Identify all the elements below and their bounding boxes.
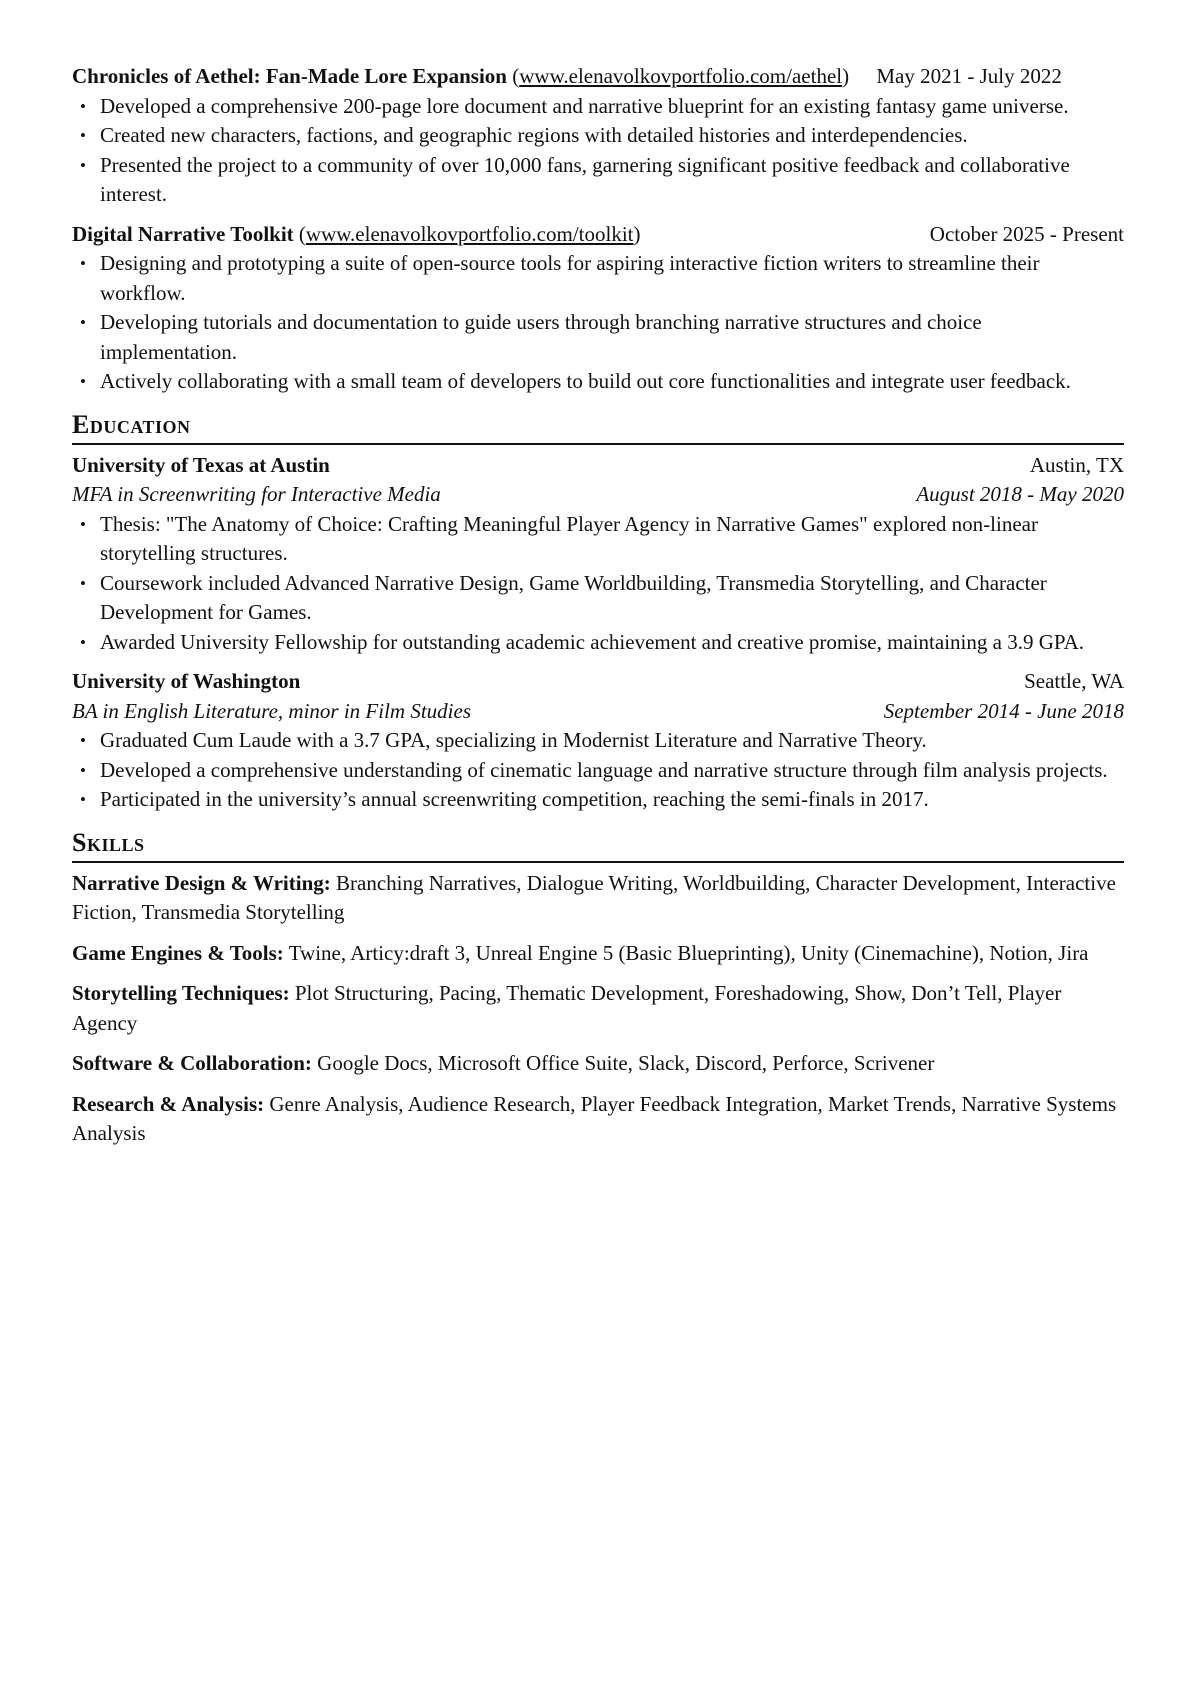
- bullet-item: • Developed a comprehensive understanding of cinematic language and narrative structure through film analysis projects.: [72, 756, 1124, 786]
- degree-line: [72, 480, 1124, 510]
- skill-label: Software & Collaboration:: [72, 1051, 312, 1075]
- skill-text: Google Docs, Microsoft Office Suite, Slack, Discord, Perforce, Scrivener: [317, 1051, 935, 1075]
- degree-name: BA in English Literature, minor in Film Studies: [72, 698, 471, 723]
- skill-text: Twine, Articy:draft 3, Unreal Engine 5 (Basic Blueprinting), Unity (Cinemachine), Notion, Jira: [288, 940, 1089, 965]
- school-location: Seattle, WA: [1024, 669, 1124, 693]
- project-entry: [72, 220, 1124, 397]
- degree-dates: September 2014 - June 2018: [883, 698, 1124, 723]
- skill-text: Genre Analysis, Audience Research, Player Feedback Integration, Market Trends, Narrative Systems Analysis: [72, 1091, 1117, 1145]
- skill-text: Plot Structuring, Pacing, Thematic Development, Foreshadowing, Show, Don’t Tell, Player Agency: [72, 981, 1062, 1035]
- skill-line: [72, 1090, 1124, 1149]
- skills-heading: Skills: [72, 827, 1124, 863]
- project-bullets: [72, 249, 1124, 397]
- project-header: Chronicles of Aethel: Fan-Made Lore Expansion (www.elenavolkovportfolio.com/aethel) May 2021 - July 2022: [72, 64, 1062, 88]
- skill-label: Storytelling Techniques:: [72, 981, 290, 1005]
- bullet-item: • Participated in the university’s annual screenwriting competition, reaching the semi-finals in 2017.: [72, 785, 1124, 815]
- skill-label: Game Engines & Tools:: [72, 940, 284, 965]
- skill-line: [72, 939, 1124, 969]
- bullet-item: • Presented the project to a community of over 10,000 fans, garnering significant positive feedback and collaborative interest.: [72, 151, 1124, 210]
- education-header: [72, 451, 1124, 481]
- bullet-item: • Awarded University Fellowship for outstanding academic achievement and creative promise, maintaining a 3.9 GPA.: [72, 628, 1124, 658]
- bullet-item: • Designing and prototyping a suite of open-source tools for aspiring interactive fiction writers to streamline their workflow.: [72, 249, 1124, 308]
- project-header: [72, 220, 1124, 250]
- school-name: University of Texas at Austin: [72, 452, 330, 477]
- degree-dates: August 2018 - May 2020: [916, 482, 1124, 506]
- education-bullets: [72, 726, 1124, 815]
- resume-page: [72, 62, 1124, 1160]
- bullet-item: • Developing tutorials and documentation to guide users through branching narrative structures and choice implementation.: [72, 308, 1124, 367]
- project-title-group: Digital Narrative Toolkit (www.elenavolkovportfolio.com/toolkit): [72, 221, 641, 246]
- project-dates: May 2021 - July 2022: [876, 64, 1062, 88]
- skill-label: Research & Analysis:: [72, 1091, 265, 1116]
- school-name: University of Washington: [72, 669, 301, 693]
- education-entry: [72, 451, 1124, 658]
- skill-line: [72, 869, 1124, 928]
- education-entry: [72, 667, 1124, 815]
- project-entry: [72, 62, 1124, 210]
- bullet-item: • Coursework included Advanced Narrative Design, Game Worldbuilding, Transmedia Storytelling, and Character Development for Games.: [72, 569, 1124, 628]
- project-link[interactable]: www.elenavolkovportfolio.com/toolkit: [305, 221, 634, 246]
- education-header: [72, 667, 1124, 697]
- education-bullets: [72, 510, 1124, 658]
- project-dates: October 2025 - Present: [929, 221, 1124, 246]
- skill-line: [72, 979, 1124, 1038]
- project-bullets: [72, 92, 1124, 210]
- degree-line: [72, 697, 1124, 727]
- degree-name: MFA in Screenwriting for Interactive Media: [72, 482, 441, 506]
- project-title: Chronicles of Aethel: Fan-Made Lore Expansion: [72, 64, 507, 88]
- skill-text: Branching Narratives, Dialogue Writing, Worldbuilding, Character Development, Interactive Fiction, Transmedia Storytelling: [72, 870, 1116, 924]
- bullet-item: • Actively collaborating with a small team of developers to build out core functionalities and integrate user feedback.: [72, 367, 1124, 397]
- bullet-item: • Thesis: "The Anatomy of Choice: Crafting Meaningful Player Agency in Narrative Games" explored non-linear storytelling structures.: [72, 510, 1124, 569]
- project-link[interactable]: www.elenavolkovportfolio.com/aethel: [519, 64, 843, 88]
- bullet-item: • Developed a comprehensive 200-page lore document and narrative blueprint for an existing fantasy game universe.: [72, 92, 1124, 122]
- project-title: Digital Narrative Toolkit: [72, 221, 294, 246]
- school-location: Austin, TX: [1029, 452, 1124, 477]
- skill-line: [72, 1049, 1124, 1079]
- skill-label: Narrative Design & Writing:: [72, 870, 331, 895]
- bullet-item: • Graduated Cum Laude with a 3.7 GPA, specializing in Modernist Literature and Narrative Theory.: [72, 726, 1124, 756]
- education-heading: Education: [72, 409, 1124, 445]
- bullet-item: • Created new characters, factions, and geographic regions with detailed histories and interdependencies.: [72, 121, 1124, 151]
